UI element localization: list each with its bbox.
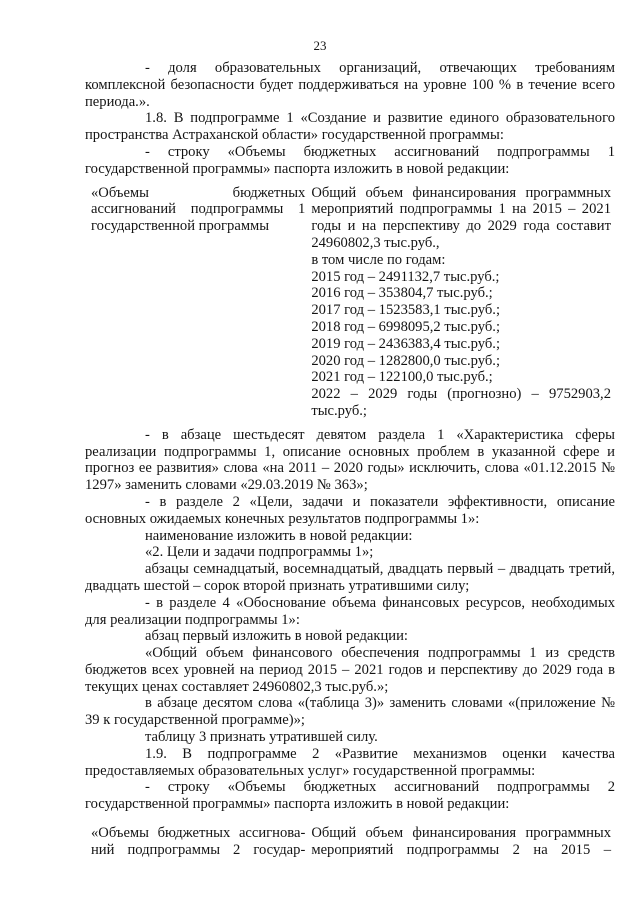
table-2-value-line: Общий объем финансирования программных xyxy=(311,825,611,842)
page-number: 23 xyxy=(313,38,327,53)
financing-year: 2022 – 2029 годы (прогнозно) – 9752903,2 тыс.руб.; xyxy=(311,386,611,419)
paragraph: - доля образовательных организаций, отвечающих требованиям комплексной безопасности будет поддерживаться на уровне 100 % в течение всего периода.». xyxy=(85,60,615,110)
paragraph: абзац первый изложить в новой редакции: xyxy=(145,628,408,645)
paragraph: 1.8. В подпрограмме 1 «Создание и развитие единого образовательного пространства Астраханской области» государственной программы: xyxy=(85,110,615,144)
passport-table-1-value xyxy=(311,185,615,420)
passport-table-2-label xyxy=(85,825,311,859)
financing-year: 2020 год – 1282800,0 тыс.руб.; xyxy=(311,352,500,369)
table-2-value-line: мероприятий подпрограммы 2 на 2015 – xyxy=(311,841,611,858)
financing-year: 2017 год – 1523583,1 тыс.руб.; xyxy=(311,302,500,319)
paragraph: наименование изложить в новой редакции: xyxy=(145,527,413,544)
paragraph: 1.9. В подпрограмме 2 «Развитие механизмов оценки качества предоставляемых образовательных услуг» государственной программы: xyxy=(85,745,615,779)
passport-table-2 xyxy=(85,825,615,859)
passport-table-1-label: «Объемы бюджетных ассигнований подпрограммы 1 государственной программы xyxy=(91,184,306,235)
financing-year: 2019 год – 2436383,4 тыс.руб.; xyxy=(311,335,500,352)
passport-table-1 xyxy=(85,185,615,420)
financing-total: Общий объем финансирования программных мероприятий подпрограммы 1 на 2015 – 2021 годы и на перспективу до 2029 года составит 24960802,3 тыс.руб., xyxy=(311,184,611,251)
passport-table-2-value xyxy=(311,825,615,859)
paragraph: - строку «Объемы бюджетных ассигнований подпрограммы 2 государственной программы» паспорта изложить в новой редакции: xyxy=(85,779,615,813)
financing-year: 2016 год – 353804,7 тыс.руб.; xyxy=(311,285,493,302)
financing-by-years-label: в том числе по годам: xyxy=(311,251,446,268)
paragraph: «Общий объем финансового обеспечения подпрограммы 1 из средств бюджетов всех уровней на период 2015 – 2021 годов и перспективу до 2029 года в текущих ценах составляет 24960802,3 тыс.руб.»; xyxy=(85,645,615,695)
paragraph: таблицу 3 признать утратившей силу. xyxy=(145,729,378,746)
table-2-label-line: «Объемы бюджетных ассигнова- xyxy=(91,825,306,842)
financing-year: 2015 год – 2491132,7 тыс.руб.; xyxy=(311,268,500,285)
paragraph: «2. Цели и задачи подпрограммы 1»; xyxy=(145,544,374,561)
paragraph: - в разделе 4 «Обоснование объема финансовых ресурсов, необходимых для реализации подпрограммы 1»: xyxy=(85,594,615,628)
paragraph: - в разделе 2 «Цели, задачи и показатели эффективности, описание основных ожидаемых конечных результатов подпрограммы 1»: xyxy=(85,493,615,527)
financing-year: 2021 год – 122100,0 тыс.руб.; xyxy=(311,369,493,386)
paragraph: - в абзаце шестьдесят девятом раздела 1 «Характеристика сферы реализации подпрограммы 1, описание основных проблем в указанной сфере и прогноз ее развития» слова «на 2011 – 2020 годы» исключить, слова «01.12.2015 № 1297» заменить словами «29.03.2019 № 363»; xyxy=(85,426,615,494)
paragraph: абзацы семнадцатый, восемнадцатый, двадцать первый – двадцать третий, двадцать шестой – сорок второй признать утратившими силу; xyxy=(85,561,615,594)
table-2-label-line: ний подпрограммы 2 государ- xyxy=(91,841,306,858)
document-body xyxy=(85,60,615,859)
financing-year: 2018 год – 6998095,2 тыс.руб.; xyxy=(311,318,500,335)
paragraph: в абзаце десятом слова «(таблица 3)» заменить словами «(приложение № 39 к государственной программе)»; xyxy=(85,695,615,729)
paragraph: - строку «Объемы бюджетных ассигнований подпрограммы 1 государственной программы» паспорта изложить в новой редакции: xyxy=(85,143,615,177)
